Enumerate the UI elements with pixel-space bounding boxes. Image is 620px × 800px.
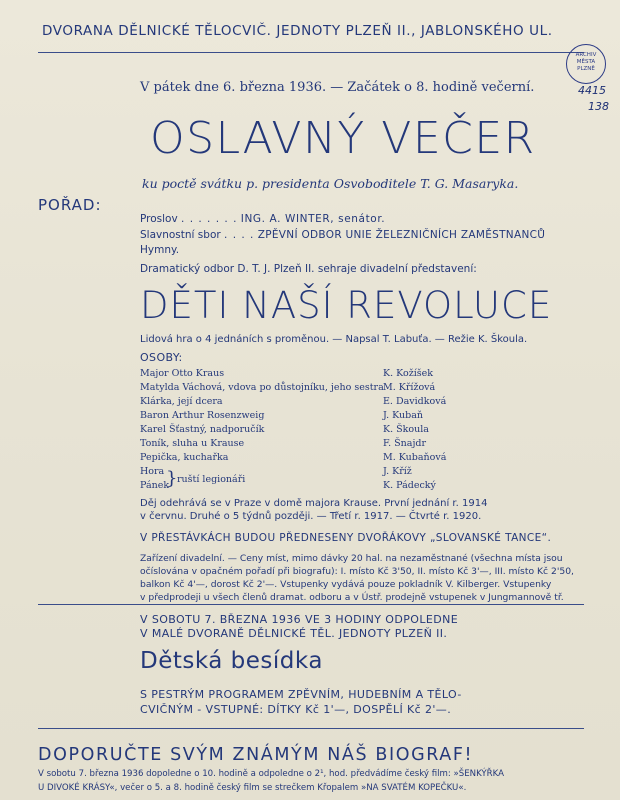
cast-actor: F. Šnajdr: [383, 438, 427, 449]
cinema-heading: DOPORUČTE SVÝM ZNÁMÝM NÁŠ BIOGRAF!: [38, 745, 474, 765]
cinema-line-2: U DIVOKÉ KRÁSY«, večer o 5. a 8. hodině český film se strečkem Křopalem »NA SVATÉM KOPEČKU«.: [38, 783, 467, 793]
cast-role: Matylda Váchová, vdova po důstojníku, jeho sestra: [140, 382, 384, 393]
prices-line-2: očíslována v opačném pořadí při biografu): I. místo Kč 3'50, II. místo Kč 3'—, III. místo Kč 2'50,: [140, 566, 574, 577]
cast-actor: K. Pádecký: [383, 480, 436, 491]
program-heading: POŘAD:: [38, 196, 102, 214]
legionnaires-brace: }: [166, 468, 178, 489]
saturday-line-2: V MALÉ DVORANĚ DĚLNICKÉ TĚL. JEDNOTY PLZEŇ II.: [140, 627, 448, 640]
venue-header: DVORANA DĚLNICKÉ TĚLOCVIČ. JEDNOTY PLZEŇ II., JABLONSKÉHO UL.: [42, 23, 553, 39]
program-dots: . . . .: [224, 229, 255, 241]
event-dateline: V pátek dne 6. března 1936. — Začátek o 8. hodině večerní.: [140, 80, 535, 95]
cast-heading: OSOBY:: [140, 351, 183, 364]
cast-actor: J. Kříž: [383, 466, 412, 477]
cast-actor: M. Kubaňová: [383, 452, 447, 463]
program-value: ING. A. WINTER, senátor.: [240, 213, 386, 225]
cast-actor: K. Kožíšek: [383, 368, 433, 379]
top-rule: [38, 52, 584, 53]
saturday-line-1: V SOBOTU 7. BŘEZNA 1936 VE 3 HODINY ODPOLEDNE: [140, 613, 459, 626]
play-title: DĚTI NAŠÍ REVOLUCE: [140, 284, 553, 327]
cast-role: Klárka, její dcera: [140, 396, 223, 407]
middle-rule: [38, 604, 584, 605]
cast-role: Karel Šťastný, nadporučík: [140, 424, 265, 435]
drama-intro: Dramatický odbor D. T. J. Plzeň II. sehraje divadelní představení:: [140, 263, 477, 275]
prices-line-3: balkon Kč 4'—, dorost Kč 2'—. Vstupenky vydává pouze pokladník V. Kilberger. Vstupenky: [140, 579, 552, 590]
cast-role: Pánek: [140, 480, 170, 491]
program-dots: . . . . . . .: [181, 213, 238, 225]
legionnaires-note: ruští legionáři: [177, 474, 246, 485]
program-hymny: Hymny.: [140, 244, 180, 256]
cast-role: Hora: [140, 466, 165, 477]
cast-actor: K. Škoula: [383, 424, 429, 435]
handwritten-number-2: 138: [588, 100, 609, 113]
besidka-line-1: S PESTRÝM PROGRAMEM ZPĚVNÍM, HUDEBNÍM A TĚLO-: [140, 688, 462, 701]
event-title: OSLAVNÝ VEČER: [150, 113, 536, 164]
cast-role: Pepička, kuchařka: [140, 452, 229, 463]
intermission-note: V PŘESTÁVKÁCH BUDOU PŘEDNESENY DVOŘÁKOVY „SLOVANSKÉ TANCE“.: [140, 532, 552, 544]
handwritten-number-1: 4415: [578, 84, 606, 97]
program-value: ZPĚVNÍ ODBOR UNIE ŽELEZNIČNÍCH ZAMĚSTNANCŮ: [257, 229, 546, 241]
bottom-rule: [38, 728, 584, 729]
setting-line-1: Děj odehrává se v Praze v domě majora Krause. První jednání r. 1914: [140, 498, 488, 509]
cast-actor: E. Davidková: [383, 396, 447, 407]
program-item-choir: [140, 229, 545, 241]
cast-actor: M. Křížová: [383, 382, 436, 393]
event-subtitle: ku poctě svátku p. presidenta Osvoboditele T. G. Masaryka.: [142, 176, 519, 191]
archive-stamp: [566, 44, 606, 84]
besidka-title: Dětská besídka: [140, 648, 323, 674]
cast-role: Toník, sluha u Krause: [140, 438, 245, 449]
play-credits: Lidová hra o 4 jednáních s proměnou. — Napsal T. Labuťa. — Režie K. Škoula.: [140, 334, 528, 345]
stamp-line-1: ARCHIV: [575, 52, 597, 58]
cast-role: Major Otto Kraus: [140, 368, 225, 379]
prices-line-4: v předprodeji u všech členů dramat. odboru a v Ústř. prodejně vstupenek v Jungmannově tř.: [140, 592, 564, 603]
stamp-line-3: PLZNĚ: [577, 66, 595, 72]
program-item-speech: [140, 213, 385, 225]
stamp-line-2: MĚSTA: [576, 59, 596, 65]
setting-line-2: v červnu. Druhé o 5 týdnů později. — Třetí r. 1917. — Čtvrté r. 1920.: [140, 511, 482, 522]
cast-actor: J. Kubaň: [383, 410, 423, 421]
prices-line-1: Zařízení divadelní. — Ceny míst, mimo dávky 20 hal. na nezaměstnané (všechna místa jsou: [140, 553, 563, 564]
cast-role: Baron Arthur Rosenzweig: [140, 410, 265, 421]
cinema-line-1: V sobotu 7. března 1936 dopoledne o 10. hodině a odpoledne o 2¹, hod. předvádíme český film: »ŠENKÝŘKA: [38, 769, 504, 779]
besidka-line-2: CVIČNÝM - VSTUPNÉ: DÍTKY Kč 1'—, DOSPĚLÍ Kč 2'—.: [140, 703, 452, 716]
program-label: Proslov: [140, 213, 178, 225]
program-label: Slavnostní sbor: [140, 229, 221, 241]
